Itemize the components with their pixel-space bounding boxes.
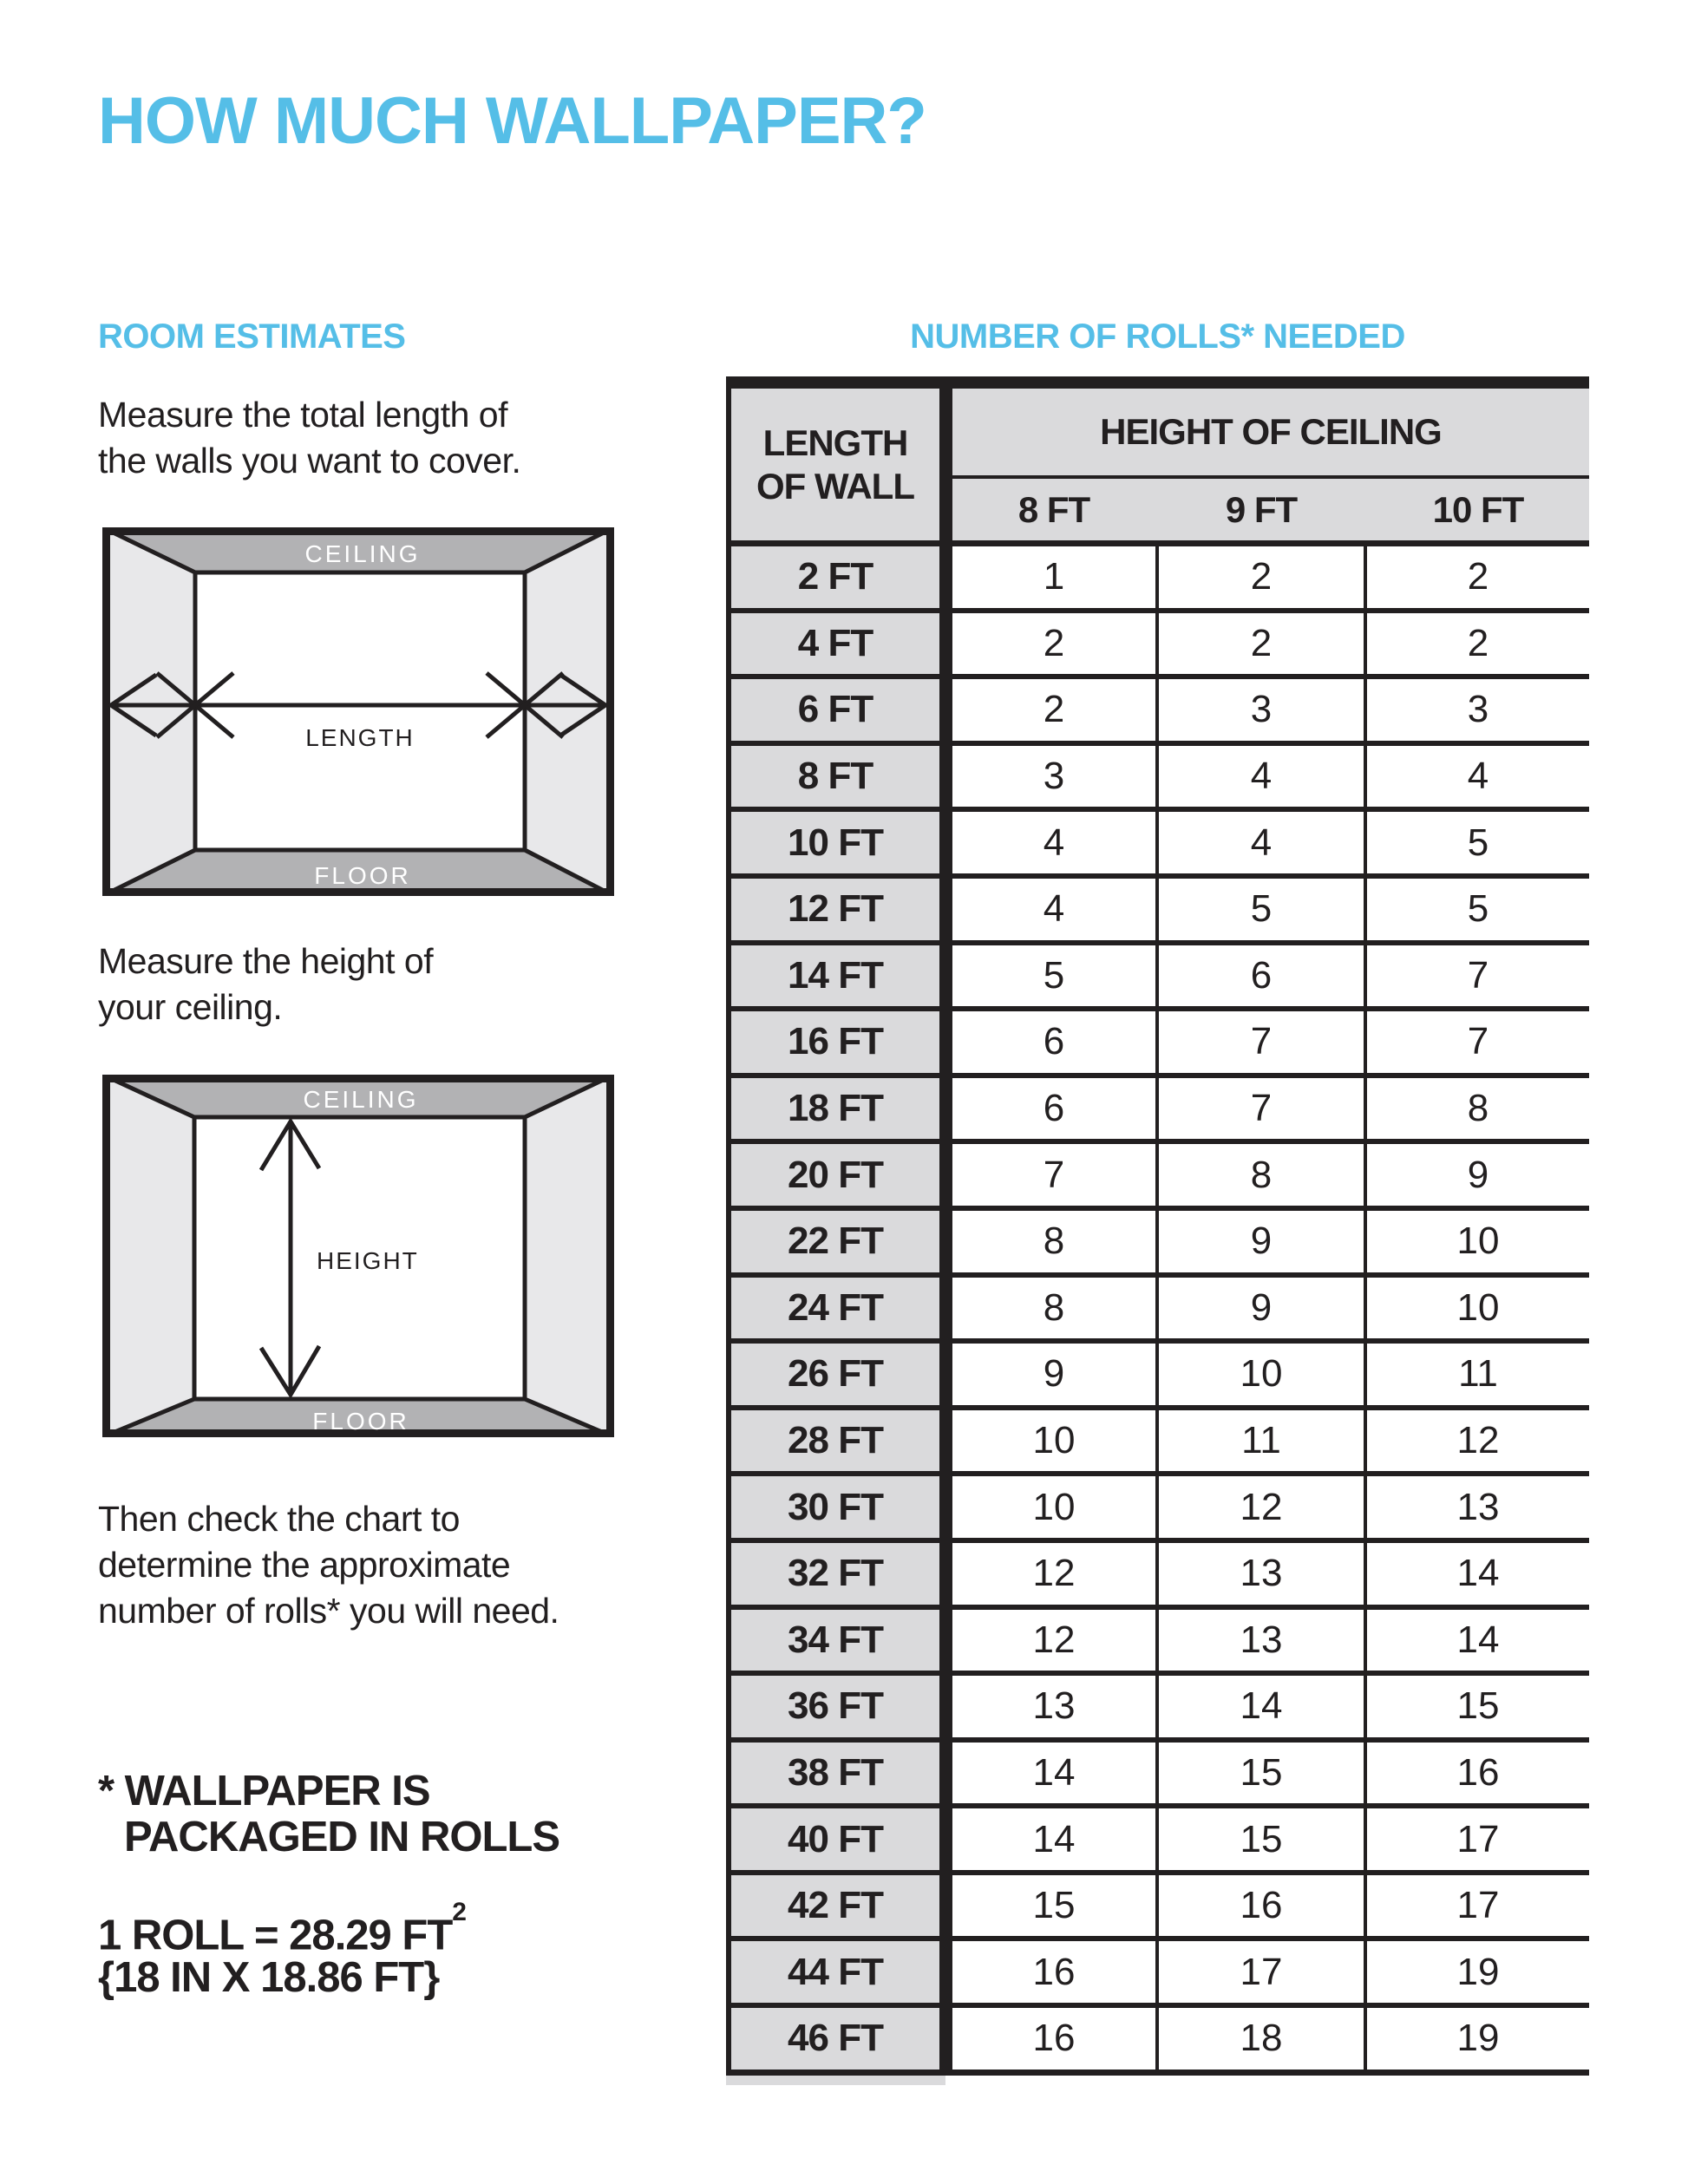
column-divider-bar [939, 1344, 952, 1405]
cell-9ft: 3 [1250, 688, 1273, 731]
height-label: HEIGHT [317, 1247, 419, 1274]
cell-10ft: 2 [1467, 621, 1489, 664]
row-label: 4 FT [731, 613, 939, 675]
table-row [726, 1543, 1589, 1610]
instruction-measure-height [98, 938, 433, 1030]
text-line: number of rolls* you will need. [98, 1591, 559, 1631]
cell-8ft: 1 [1043, 555, 1065, 598]
cell-10ft: 19 [1456, 2017, 1500, 2060]
cell-10ft: 7 [1467, 953, 1489, 997]
floor-label: FLOOR [312, 1408, 409, 1435]
cell-8ft: 2 [1043, 688, 1065, 731]
column-divider-bar [939, 1410, 952, 1472]
rolls-needed-heading: NUMBER OF ROLLS* NEEDED [910, 317, 1405, 356]
column-divider-bar [939, 1476, 952, 1538]
row-label: 28 FT [731, 1410, 939, 1472]
cell-8ft: 8 [1043, 1285, 1065, 1329]
cell-8ft: 13 [1032, 1684, 1076, 1728]
row-label: 34 FT [731, 1610, 939, 1671]
cell-9ft: 11 [1241, 1419, 1281, 1462]
cell-8ft: 12 [1032, 1618, 1076, 1661]
cell-9ft: 5 [1250, 887, 1273, 931]
column-divider-bar [939, 1808, 952, 1870]
roll-area-text: 1 ROLL = 28.29 FT [98, 1912, 453, 1959]
table-row [726, 1676, 1589, 1743]
table-row [726, 746, 1589, 813]
text-line: determine the approximate [98, 1545, 511, 1585]
column-divider-bar [939, 389, 952, 540]
cell-9ft: 10 [1240, 1352, 1283, 1396]
table-row [726, 1011, 1589, 1078]
column-divider-bar [939, 613, 952, 675]
cell-9ft: 7 [1250, 1087, 1273, 1130]
cell-8ft: 12 [1032, 1552, 1076, 1595]
table-row [726, 613, 1589, 680]
column-divider-bar [939, 879, 952, 940]
row-label: 24 FT [731, 1278, 939, 1339]
cell-10ft: 8 [1467, 1087, 1489, 1130]
right-wall-face [525, 1075, 614, 1437]
column-header-9ft: 9 FT [1225, 488, 1298, 530]
column-divider-bar [939, 1610, 952, 1671]
text-line: the walls you want to cover. [98, 441, 521, 481]
column-divider-bar [939, 546, 952, 608]
height-of-ceiling-header: HEIGHT OF CEILING [1100, 411, 1442, 452]
column-divider-bar [939, 1875, 952, 1937]
row-label: 26 FT [731, 1344, 939, 1405]
table-row [726, 1144, 1589, 1211]
cell-8ft: 5 [1043, 953, 1065, 997]
row-label: 6 FT [731, 679, 939, 741]
text-line: your ceiling. [98, 987, 283, 1027]
back-wall-face [195, 572, 525, 850]
cell-10ft: 5 [1467, 887, 1489, 931]
cell-10ft: 10 [1456, 1285, 1500, 1329]
cell-8ft: 14 [1032, 1750, 1076, 1794]
table-row [726, 1211, 1589, 1278]
cell-10ft: 17 [1456, 1884, 1500, 1927]
room-height-diagram [102, 1075, 614, 1437]
cell-9ft: 18 [1240, 2017, 1283, 2060]
right-wall-face [525, 527, 614, 896]
table-row [726, 546, 1589, 613]
superscript-2: 2 [452, 1898, 467, 1926]
row-label: 8 FT [731, 746, 939, 808]
row-label: 36 FT [731, 1676, 939, 1737]
row-label: 12 FT [731, 879, 939, 940]
row-label: 20 FT [731, 1144, 939, 1206]
cell-8ft: 15 [1032, 1884, 1076, 1927]
column-divider-bar [939, 1011, 952, 1073]
column-divider-bar [939, 679, 952, 741]
rolls-table [726, 376, 1589, 2085]
cell-9ft: 7 [1250, 1020, 1273, 1063]
table-bottom-border [726, 2070, 1589, 2076]
column-divider-bar [939, 1743, 952, 1804]
column-header-10ft: 10 FT [1432, 488, 1524, 530]
row-label: 18 FT [731, 1078, 939, 1140]
cell-10ft: 15 [1456, 1684, 1500, 1728]
row-label: 30 FT [731, 1476, 939, 1538]
cell-9ft: 12 [1240, 1485, 1283, 1528]
cell-8ft: 3 [1043, 755, 1065, 798]
column-divider-bar [939, 1078, 952, 1140]
column-divider-bar [939, 1144, 952, 1206]
row-label: 14 FT [731, 945, 939, 1007]
column-divider-bar [939, 1676, 952, 1737]
cell-9ft: 14 [1240, 1684, 1283, 1728]
cell-10ft: 4 [1467, 755, 1489, 798]
table-row [726, 1278, 1589, 1344]
instruction-measure-length [98, 392, 520, 484]
roll-dimensions-text: {18 IN X 18.86 FT} [98, 1954, 440, 2002]
cell-9ft: 4 [1250, 821, 1273, 864]
cell-10ft: 17 [1456, 1817, 1500, 1860]
cell-8ft: 4 [1043, 821, 1065, 864]
cell-10ft: 12 [1456, 1419, 1500, 1462]
text-line: Measure the height of [98, 941, 434, 981]
length-label: LENGTH [305, 724, 415, 751]
room-estimates-heading: ROOM ESTIMATES [98, 317, 406, 356]
column-divider-bar [939, 945, 952, 1007]
row-label: 38 FT [731, 1743, 939, 1804]
table-row [726, 1743, 1589, 1809]
cell-8ft: 6 [1043, 1020, 1065, 1063]
cell-8ft: 16 [1032, 2017, 1076, 2060]
row-label: 40 FT [731, 1808, 939, 1870]
column-divider-bar [939, 1941, 952, 2003]
cell-9ft: 9 [1250, 1220, 1273, 1263]
cell-8ft: 10 [1032, 1419, 1076, 1462]
column-divider-bar [939, 1278, 952, 1339]
footnote-rolls [98, 1769, 559, 1860]
row-label: 16 FT [731, 1011, 939, 1073]
cell-9ft: 15 [1240, 1750, 1283, 1794]
cell-10ft: 3 [1467, 688, 1489, 731]
ceiling-height-columns [952, 479, 1589, 540]
left-wall-face [102, 527, 195, 896]
cell-8ft: 6 [1043, 1087, 1065, 1130]
table-row [726, 1476, 1589, 1543]
cell-8ft: 7 [1043, 1153, 1065, 1196]
column-divider-bar [939, 746, 952, 808]
table-row [726, 2008, 1589, 2070]
left-wall-face [102, 1075, 194, 1437]
footnote-roll-size [98, 1898, 467, 2002]
table-row [726, 1344, 1589, 1410]
ceiling-label: CEILING [303, 1086, 419, 1113]
cell-10ft: 14 [1456, 1552, 1500, 1595]
row-label: 32 FT [731, 1543, 939, 1605]
cell-9ft: 6 [1250, 953, 1273, 997]
row-label: 44 FT [731, 1941, 939, 2003]
column-header-8ft: 8 FT [1017, 488, 1090, 530]
page-title: HOW MUCH WALLPAPER? [98, 84, 926, 158]
row-label: 10 FT [731, 812, 939, 873]
cell-10ft: 7 [1467, 1020, 1489, 1063]
table-row [726, 1610, 1589, 1677]
cell-9ft: 16 [1240, 1884, 1283, 1927]
room-length-diagram [102, 527, 614, 896]
cell-10ft: 19 [1456, 1950, 1500, 1993]
cell-8ft: 2 [1043, 621, 1065, 664]
column-divider-bar [939, 2008, 952, 2070]
cell-8ft: 14 [1032, 1817, 1076, 1860]
cell-8ft: 8 [1043, 1220, 1065, 1263]
column-divider-bar [939, 812, 952, 873]
table-row [726, 1941, 1589, 2008]
table-row [726, 1410, 1589, 1477]
table-row [726, 879, 1589, 945]
cell-9ft: 8 [1250, 1153, 1273, 1196]
ceiling-label: CEILING [304, 540, 421, 567]
header-line: OF WALL [756, 465, 914, 507]
cell-10ft: 5 [1467, 821, 1489, 864]
cell-9ft: 2 [1250, 555, 1273, 598]
cell-10ft: 11 [1458, 1352, 1498, 1396]
cell-8ft: 16 [1032, 1950, 1076, 1993]
table-row [726, 945, 1589, 1012]
row-label: 42 FT [731, 1875, 939, 1937]
table-row [726, 1078, 1589, 1145]
cell-10ft: 14 [1456, 1618, 1500, 1661]
cell-9ft: 9 [1250, 1285, 1273, 1329]
cell-9ft: 4 [1250, 755, 1273, 798]
cell-10ft: 16 [1456, 1750, 1500, 1794]
cell-8ft: 10 [1032, 1485, 1076, 1528]
cell-10ft: 9 [1467, 1153, 1489, 1196]
table-row [726, 1875, 1589, 1942]
table-top-border [726, 376, 1589, 389]
cell-9ft: 15 [1240, 1817, 1283, 1860]
text-line: Measure the total length of [98, 395, 507, 435]
cell-10ft: 13 [1456, 1485, 1500, 1528]
cell-9ft: 13 [1240, 1552, 1283, 1595]
text-line: * WALLPAPER IS [98, 1768, 430, 1815]
header-line: LENGTH [762, 422, 908, 463]
column-divider-bar [939, 1211, 952, 1272]
table-row [726, 679, 1589, 746]
cell-8ft: 4 [1043, 887, 1065, 931]
table-row [726, 812, 1589, 879]
row-label: 22 FT [731, 1211, 939, 1272]
floor-label: FLOOR [314, 862, 411, 889]
instruction-check-chart [98, 1496, 559, 1634]
table-header [726, 389, 1589, 540]
label-column-footer-strip [726, 2076, 945, 2085]
text-line: Then check the chart to [98, 1499, 460, 1539]
cell-10ft: 10 [1456, 1220, 1500, 1263]
table-body [726, 546, 1589, 2070]
row-label: 2 FT [731, 546, 939, 608]
text-line: PACKAGED IN ROLLS [124, 1814, 560, 1860]
cell-10ft: 2 [1467, 555, 1489, 598]
length-of-wall-header [731, 389, 939, 540]
cell-8ft: 9 [1043, 1352, 1065, 1396]
cell-9ft: 13 [1240, 1618, 1283, 1661]
header-bottom-border [726, 540, 1589, 546]
table-row [726, 1808, 1589, 1875]
cell-9ft: 17 [1240, 1950, 1283, 1993]
column-divider-bar [939, 1543, 952, 1605]
row-label: 46 FT [731, 2008, 939, 2070]
cell-9ft: 2 [1250, 621, 1273, 664]
